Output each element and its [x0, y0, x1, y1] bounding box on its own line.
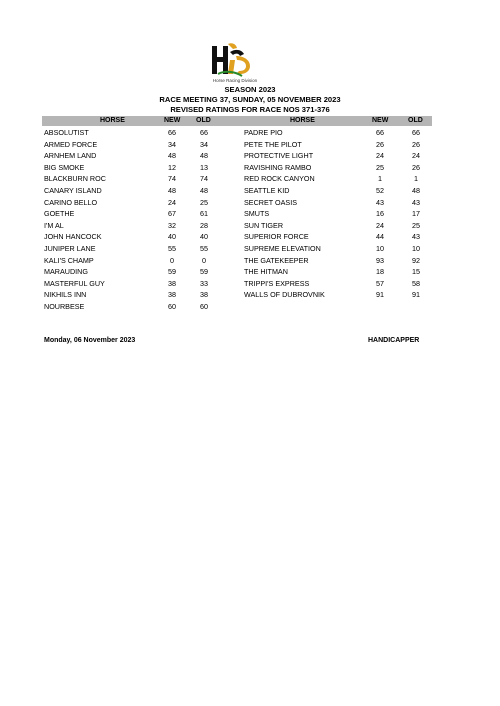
old-rating: 74 [200, 174, 208, 184]
ratings-table [42, 128, 432, 314]
horse-name: SUPERIOR FORCE [244, 232, 309, 242]
old-rating: 58 [412, 278, 420, 288]
table-header [42, 116, 432, 126]
horse-name: ARNHEM LAND [44, 151, 97, 161]
header-old-left: OLD [196, 117, 211, 124]
horse-name: BIG SMOKE [44, 162, 85, 172]
meeting-title: RACE MEETING 37, SUNDAY, 05 NOVEMBER 2023 [159, 95, 341, 104]
old-rating: 34 [200, 139, 208, 149]
table-row [42, 209, 432, 221]
new-rating: 38 [168, 278, 176, 288]
new-rating: 43 [376, 197, 384, 207]
old-rating: 24 [412, 151, 420, 161]
new-rating: 38 [168, 290, 176, 300]
new-rating: 40 [168, 232, 176, 242]
new-rating: 0 [170, 255, 174, 265]
horse-name: CARINO BELLO [44, 197, 98, 207]
horse-name: MARAUDING [44, 267, 88, 277]
old-rating: 55 [200, 243, 208, 253]
new-rating: 25 [376, 162, 384, 172]
header-new-left: NEW [164, 117, 181, 124]
horse-name: I'M AL [44, 220, 64, 230]
horse-name: KALI'S CHAMP [44, 255, 94, 265]
horse-name: MASTERFUL GUY [44, 278, 105, 288]
header-old-right: OLD [408, 117, 423, 124]
header-horse-left: HORSE [100, 117, 125, 124]
header-new-right: NEW [372, 117, 389, 124]
table-row [42, 256, 432, 268]
table-row [42, 128, 432, 140]
ratings-subtitle: REVISED RATINGS FOR RACE NOS 371-376 [170, 105, 330, 114]
new-rating: 52 [376, 185, 384, 195]
new-rating: 66 [376, 128, 384, 137]
horse-name: PETE THE PILOT [244, 139, 302, 149]
horse-name: PROTECTIVE LIGHT [244, 151, 314, 161]
horse-name: SEATTLE KID [244, 185, 290, 195]
new-rating: 67 [168, 209, 176, 219]
new-rating: 18 [376, 267, 384, 277]
horse-name: NIKHILS INN [44, 290, 87, 300]
new-rating: 59 [168, 267, 176, 277]
table-row [42, 163, 432, 175]
horse-name: RED ROCK CANYON [244, 174, 315, 184]
new-rating: 60 [168, 301, 176, 311]
horse-name: JUNIPER LANE [44, 243, 96, 253]
new-rating: 55 [168, 243, 176, 253]
old-rating: 48 [412, 185, 420, 195]
old-rating: 28 [200, 220, 208, 230]
old-rating: 25 [200, 197, 208, 207]
new-rating: 66 [168, 128, 176, 137]
old-rating: 0 [202, 255, 206, 265]
logo-caption: Horse Racing Division [212, 78, 258, 83]
new-rating: 48 [168, 151, 176, 161]
old-rating: 43 [412, 197, 420, 207]
horse-name: RAVISHING RAMBO [244, 162, 312, 172]
new-rating: 91 [376, 290, 384, 300]
old-rating: 38 [200, 290, 208, 300]
old-rating: 91 [412, 290, 420, 300]
table-row [42, 302, 432, 314]
new-rating: 16 [376, 209, 384, 219]
new-rating: 10 [376, 243, 384, 253]
new-rating: 24 [376, 220, 384, 230]
horse-name: SECRET OASIS [244, 197, 297, 207]
old-rating: 40 [200, 232, 208, 242]
table-row [42, 186, 432, 198]
old-rating: 26 [412, 162, 420, 172]
old-rating: 26 [412, 139, 420, 149]
horse-name: SMUTS [244, 209, 270, 219]
new-rating: 34 [168, 139, 176, 149]
old-rating: 66 [412, 128, 420, 137]
old-rating: 60 [200, 301, 208, 311]
season-title: SEASON 2023 [224, 85, 276, 94]
old-rating: 33 [200, 278, 208, 288]
old-rating: 92 [412, 255, 420, 265]
header-horse-right: HORSE [290, 117, 315, 124]
horse-name: GOETHE [44, 209, 75, 219]
new-rating: 24 [376, 151, 384, 161]
table-row [42, 151, 432, 163]
new-rating: 57 [376, 278, 384, 288]
table-row [42, 232, 432, 244]
horse-name: PADRE PIO [244, 128, 283, 137]
horse-name: SUN TIGER [244, 220, 284, 230]
table-row [42, 279, 432, 291]
old-rating: 59 [200, 267, 208, 277]
horse-name: ARMED FORCE [44, 139, 98, 149]
new-rating: 32 [168, 220, 176, 230]
horse-name: ABSOLUTIST [44, 128, 89, 137]
horse-name: BLACKBURN ROC [44, 174, 106, 184]
old-rating: 48 [200, 185, 208, 195]
table-row [42, 267, 432, 279]
horse-name: NOURBESE [44, 301, 85, 311]
old-rating: 10 [412, 243, 420, 253]
old-rating: 17 [412, 209, 420, 219]
new-rating: 48 [168, 185, 176, 195]
table-row [42, 244, 432, 256]
new-rating: 74 [168, 174, 176, 184]
horse-name: TRIPPI'S EXPRESS [244, 278, 310, 288]
new-rating: 1 [378, 174, 382, 184]
old-rating: 15 [412, 267, 420, 277]
old-rating: 48 [200, 151, 208, 161]
new-rating: 93 [376, 255, 384, 265]
old-rating: 43 [412, 232, 420, 242]
table-row [42, 174, 432, 186]
new-rating: 12 [168, 162, 176, 172]
new-rating: 24 [168, 197, 176, 207]
table-row [42, 140, 432, 152]
old-rating: 25 [412, 220, 420, 230]
new-rating: 26 [376, 139, 384, 149]
horse-name: SUPREME ELEVATION [244, 243, 321, 253]
footer-signature: HANDICAPPER [368, 337, 420, 344]
table-row [42, 198, 432, 210]
table-row [42, 221, 432, 233]
horse-name: WALLS OF DUBROVNIK [244, 290, 325, 300]
table-row [42, 290, 432, 302]
old-rating: 13 [200, 162, 208, 172]
horse-name: THE HITMAN [244, 267, 288, 277]
horse-name: THE GATEKEEPER [244, 255, 309, 265]
old-rating: 1 [414, 174, 418, 184]
old-rating: 66 [200, 128, 208, 137]
horse-name: JOHN HANCOCK [44, 232, 102, 242]
new-rating: 44 [376, 232, 384, 242]
footer-date: Monday, 06 November 2023 [44, 337, 136, 344]
old-rating: 61 [200, 209, 208, 219]
horse-name: CANARY ISLAND [44, 185, 102, 195]
